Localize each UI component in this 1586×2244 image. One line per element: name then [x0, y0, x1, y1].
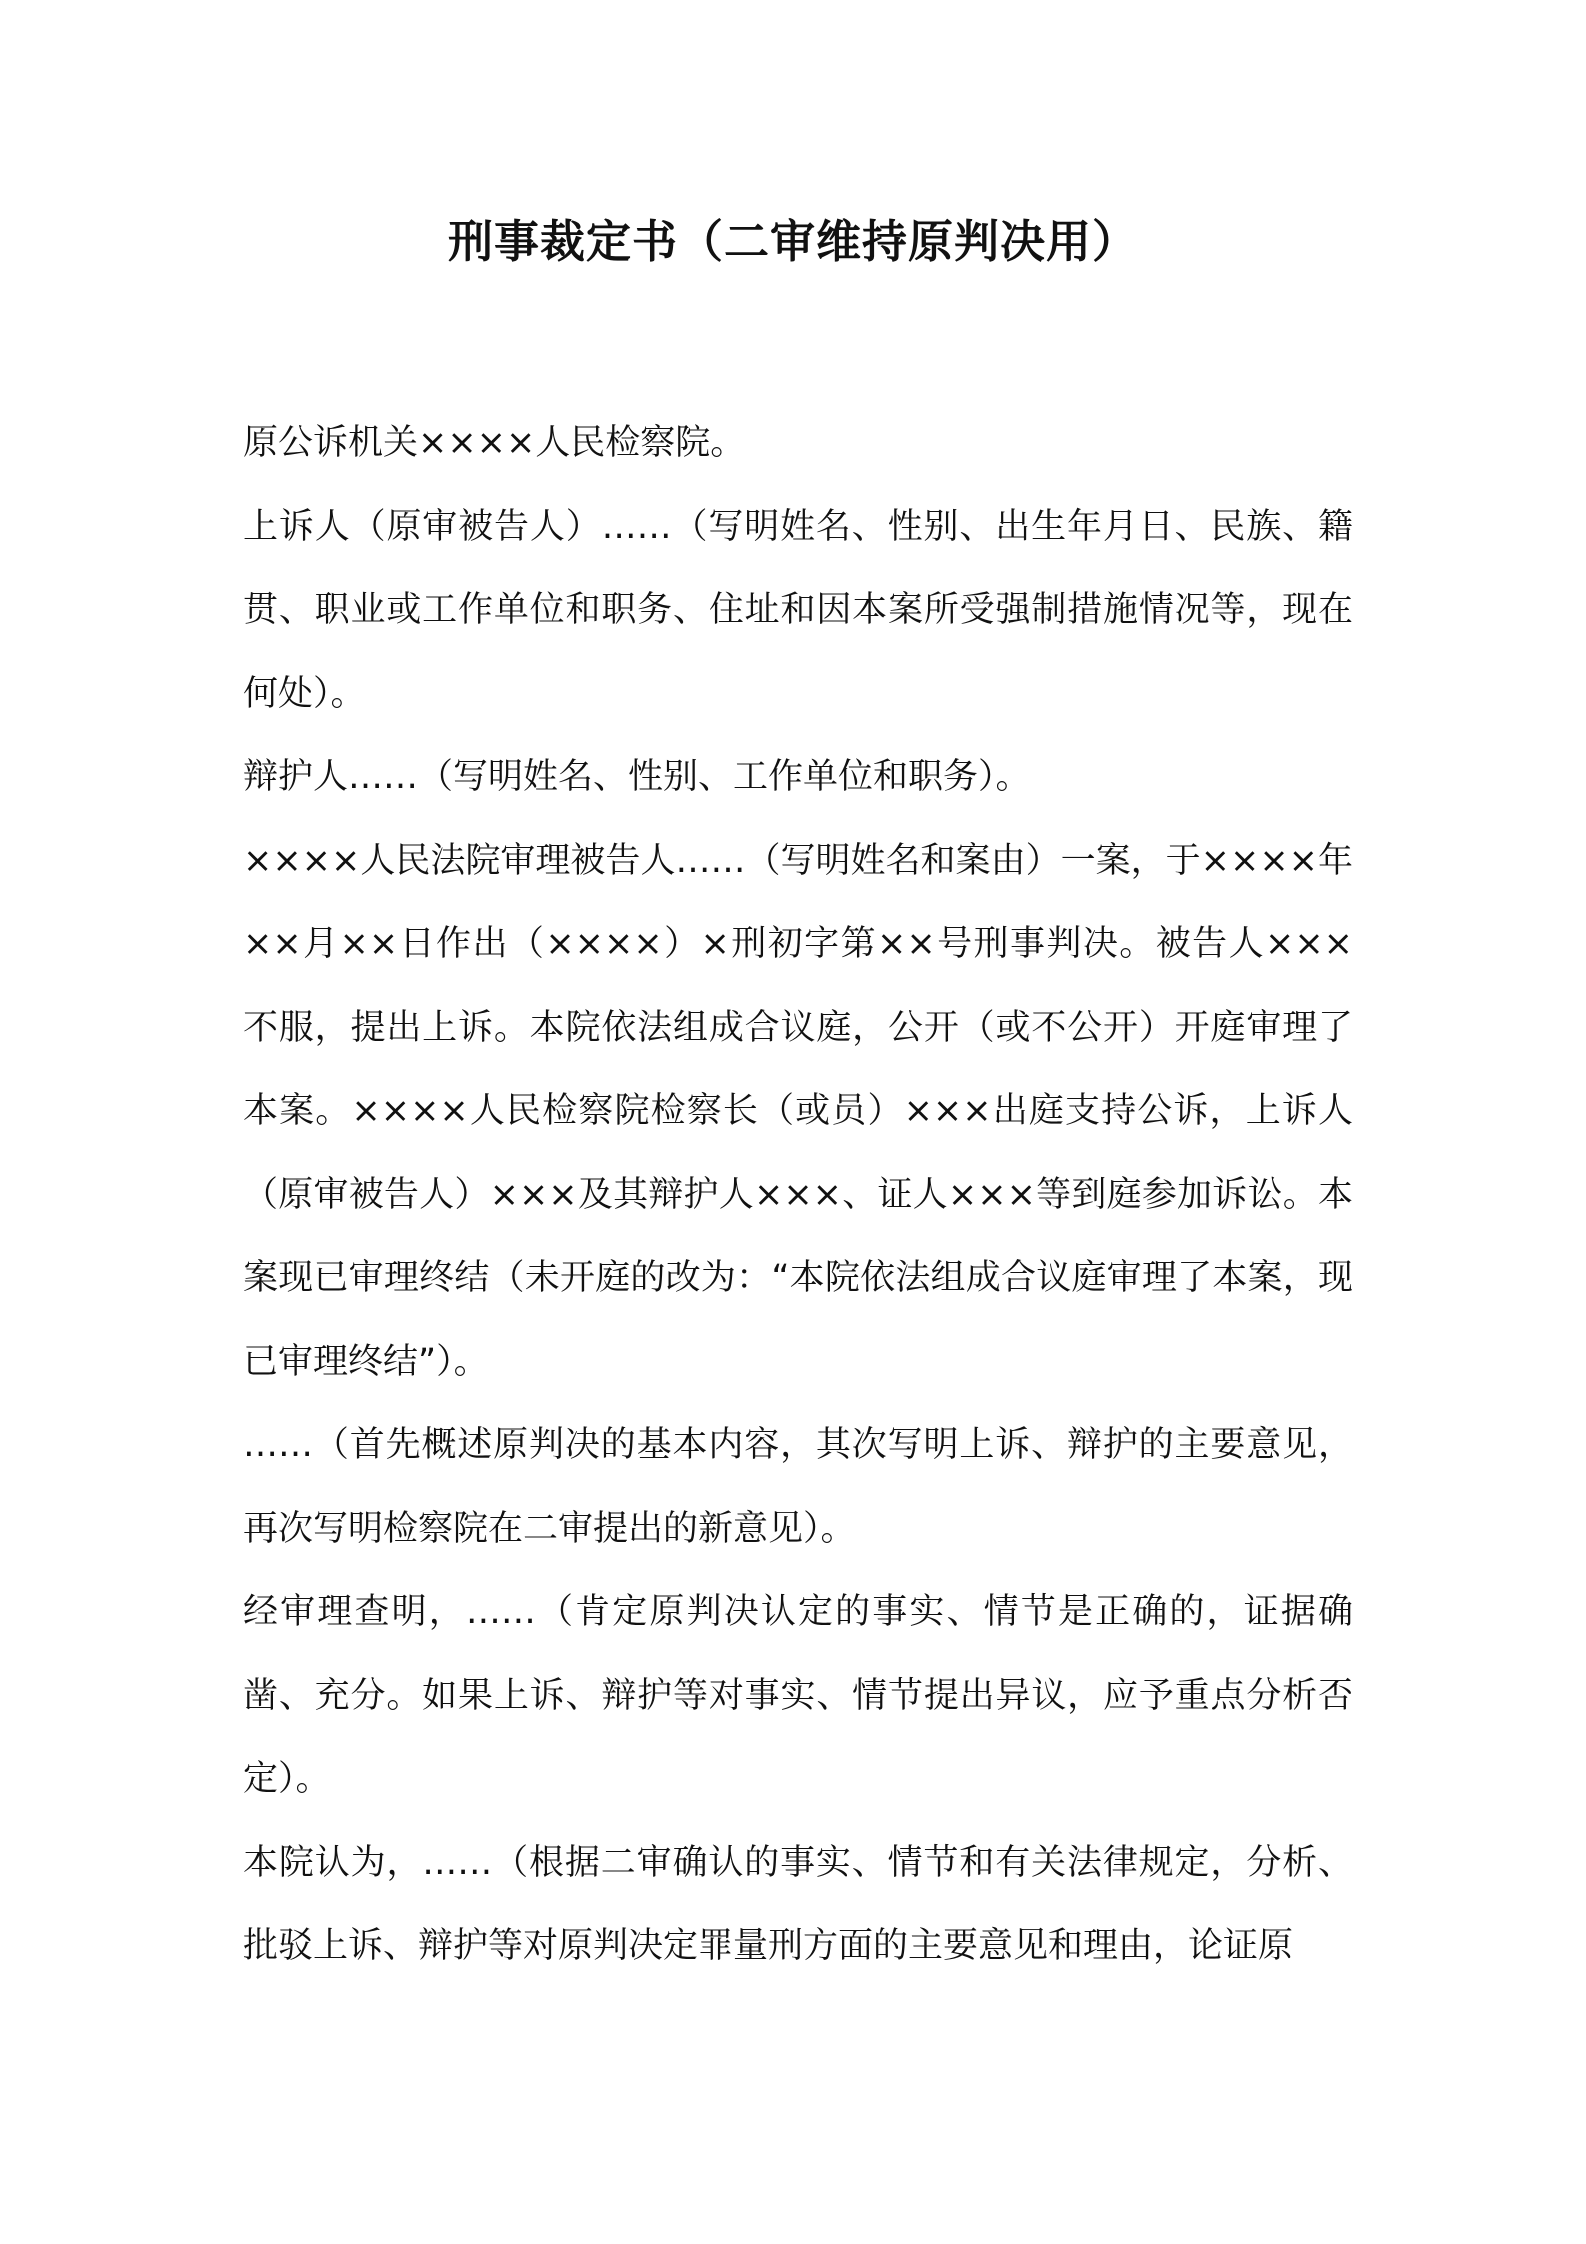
- paragraph-summary: ……（首先概述原判决的基本内容，其次写明上诉、辩护的主要意见，再次写明检察院在二审提出的新意见）。: [243, 1425, 1353, 1549]
- document-body: [243, 402, 1353, 1989]
- paragraph-appellant: 上诉人（原审被告人）……（写明姓名、性别、出生年月日、民族、籍贯、职业或工作单位和职务、住址和因本案所受强制措施情况等，现在何处）。: [243, 506, 1353, 714]
- paragraph-findings: 经审理查明，……（肯定原判决认定的事实、情节是正确的，证据确凿、充分。如果上诉、辩护等对事实、情节提出异议，应予重点分析否定）。: [243, 1592, 1353, 1799]
- paragraph-court-opinion: 本院认为，……（根据二审确认的事实、情节和有关法律规定，分析、批驳上诉、辩护等对原判决定罪量刑方面的主要意见和理由，论证原: [243, 1842, 1353, 1966]
- paragraph-prosecution-organ: 原公诉机关××××人民检察院。: [243, 423, 746, 463]
- paragraph-case-history: ××××人民法院审理被告人……（写明姓名和案由）一案，于××××年××月××日作出（××××）×刑初字第××号刑事判决。被告人×××不服，提出上诉。本院依法组成合议庭，公开（或不公开）开庭审理了本案。××××人民检察院检察长（或员）×××出庭支持公诉，上诉人（原审被告人）×××及其辩护人×××、证人×××等到庭参加诉讼。本案现已审理终结（未开庭的改为：“本院依法组成合议庭审理了本案，现已审理终结”）。: [243, 840, 1353, 1382]
- paragraph-defender: 辩护人……（写明姓名、性别、工作单位和职务）。: [243, 757, 1031, 797]
- document-title: 刑事裁定书（二审维持原判决用）: [447, 215, 1138, 268]
